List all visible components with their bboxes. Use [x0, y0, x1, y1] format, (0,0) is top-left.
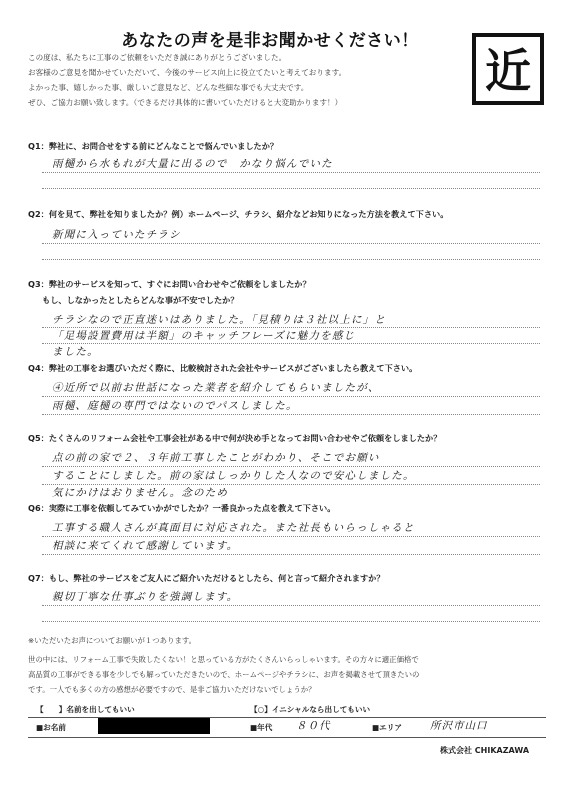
answer-rule	[42, 396, 540, 397]
answer-5-line-1: 点の前の家で２、３年前工事したことがわかり、そこでお願い	[52, 452, 380, 464]
answer-7-line-1: 親切丁寧な仕事ぶりを強調します。	[52, 591, 239, 603]
answer-rule	[42, 259, 540, 260]
answer-rule	[42, 188, 540, 189]
question-2: Q2：何を見て、弊社を知りましたか？例）ホームページ、チラシ、紹介などお知りになった方法を教えて下さい。	[28, 209, 449, 219]
question-6: Q6：実際に工事を依頼してみていかがでしたか？一番良かった点を教えて下さい。	[28, 503, 336, 513]
page-title: あなたの声を是非お聞かせください！	[121, 31, 419, 51]
answer-3-line-3: ました。	[52, 346, 99, 358]
intro-line: お客様のご意見を聞かせていただいて、今後のサービス向上に役立てたいと考えております。	[28, 68, 347, 77]
redacted-name	[98, 718, 210, 734]
question-3-sub: もし、しなかったとしたらどんな事が不安でしたか？	[42, 295, 239, 305]
answer-4-line-2: 雨樋、庭樋の専門ではないのでパスしました。	[52, 400, 298, 412]
footer-request	[28, 652, 419, 697]
answer-6-line-1: 工事する職人さんが真面目に対応された。また社長もいらっしゃると	[52, 522, 415, 534]
answer-rule	[42, 414, 540, 415]
note-line: 世の中には、リフォーム工事で失敗したくない！と思っている方がたくさんいらっしゃいます。その方々に適正価格で	[28, 655, 419, 664]
area-label: ■エリア	[372, 723, 402, 732]
answer-1-line-1: 雨樋から水もれが大量に出るので かなり悩んでいた	[52, 158, 333, 170]
answer-5-line-3: 気にかけはおりません。念のため	[52, 487, 229, 499]
answer-rule	[42, 343, 540, 344]
answer-rule	[42, 484, 540, 485]
answer-rule	[42, 172, 540, 173]
age-label: ■年代	[250, 723, 273, 732]
option-full-name[interactable]: 【 】名前を出してもいい	[36, 705, 135, 714]
answer-rule	[42, 466, 540, 467]
answer-5-line-2: することにしました。前の家はしっかりした人なので安心しました。	[52, 470, 415, 482]
question-4: Q4：弊社の工事をお選びいただく際に、比較検討された会社やサービスがございましたら教えて下さい。	[28, 363, 418, 373]
intro-line: よかった事、嬉しかった事、厳しいご意見など、どんな些細な事でも大丈夫です。	[28, 83, 309, 92]
answer-3-line-2: 「足場設置費用は半額」のキャッチフレーズに魅力を感じ	[52, 330, 356, 342]
answer-3-line-1: チラシなので正直迷いはありました。「見積りは３社以上に」と	[52, 314, 387, 326]
divider	[28, 737, 546, 738]
name-label: ■お名前	[36, 723, 66, 732]
answer-2-line-1: 新聞に入っていたチラシ	[52, 229, 181, 241]
logo-kanji-icon	[476, 37, 540, 101]
answer-rule	[42, 554, 540, 555]
answer-rule	[42, 621, 540, 622]
note-line: 高品質の工事ができる事を少しでも解っていただきたいので、ホームページやチラシに、お声を掲載させて頂きたいの	[28, 670, 420, 679]
question-3: Q3：弊社のサービスを知って、すぐにお問い合わせやご依頼をしましたか？	[28, 279, 311, 289]
intro-text	[28, 50, 468, 110]
note-line: ※いただいたお声についてお願いが１つあります。	[28, 636, 197, 645]
company-name: 株式会社 CHIKAZAWA	[440, 746, 530, 755]
answer-6-line-2: 相談に来てくれて感謝しています。	[52, 540, 239, 552]
option-initials[interactable]: 【○】イニシャルなら出してもいい	[250, 705, 371, 714]
answer-rule	[42, 536, 540, 537]
logo-char: 近	[485, 44, 531, 98]
question-5: Q5：たくさんのリフォーム会社や工事会社がある中で何が決め手となってお問い合わせやご依頼をしましたか？	[28, 433, 442, 443]
answer-rule	[42, 243, 540, 244]
note-line: です。一人でも多くの方の感想が必要ですので、是非ご協力いただけないでしょうか？	[28, 685, 316, 694]
age-value: ８０代	[296, 720, 331, 732]
intro-line: ぜひ、ご協力お願い致します。（できるだけ具体的に書いていただけると大変助かります！）	[28, 98, 343, 107]
footer-notes	[28, 633, 196, 648]
question-1: Q1：弊社に、お問合せをする前にどんなことで悩んでいましたか？	[28, 141, 279, 151]
answer-rule	[42, 327, 540, 328]
area-value: 所沢市山口	[430, 720, 488, 732]
question-7: Q7：もし、弊社のサービスをご友人にご紹介いただけるとしたら、何と言って紹介されますか？	[28, 573, 385, 583]
answer-rule	[42, 605, 540, 606]
company-logo	[472, 33, 544, 105]
intro-line: この度は、私たちに工事のご依頼をいただき誠にありがとうございました。	[28, 53, 287, 62]
answer-4-line-1: ④近所で以前お世話になった業者を紹介してもらいましたが、	[52, 382, 380, 394]
